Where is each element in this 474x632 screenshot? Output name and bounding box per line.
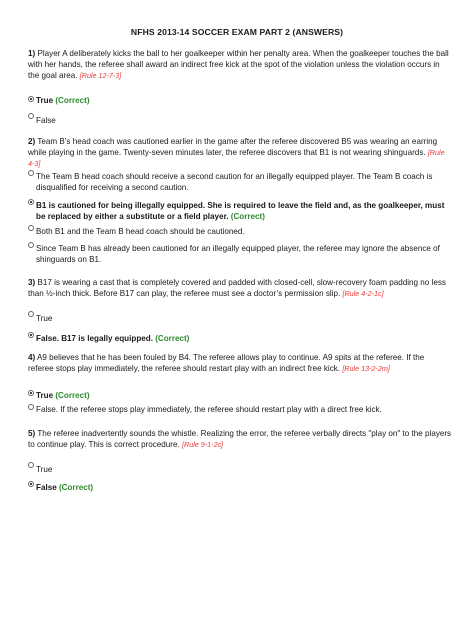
radio-selected-icon[interactable] [28,96,34,102]
radio-icon[interactable] [28,462,34,468]
answer-option[interactable]: Since Team B has already been cautioned for an illegally equipped player, the referee may ignore the absence of shinguards on B1. [28,242,454,264]
radio-icon[interactable] [28,242,34,248]
answer-option[interactable]: B1 is cautioned for being illegally equipped. She is required to leave the field and, as the goalkeeper, must be replaced by either a substitute or a field player. (Correct) [28,199,454,221]
answer-option[interactable]: False [28,113,454,124]
question-1 [28,49,452,82]
answer-option[interactable]: True (Correct) [28,96,454,107]
radio-selected-icon[interactable] [28,199,34,205]
question-number: 5) [28,429,36,438]
rule-reference: [Rule 12-7-3] [79,70,122,80]
question-number: 2) [28,137,36,146]
question-5 [28,429,452,451]
question-2 [28,137,452,170]
question-text: A9 believes that he has been fouled by B4. The referee allows play to continue. A9 spits at the referee. If the referee stops play immediately, the referee should restart play with an indirect free kick. [28,353,425,373]
answer-option[interactable]: Both B1 and the Team B head coach should be cautioned. [28,225,454,236]
answer-option[interactable]: True [28,462,454,473]
radio-icon[interactable] [28,225,34,231]
rule-reference: [Rule 9-1-2c] [182,439,224,449]
question-text: Team B’s head coach was cautioned earlier in the game after the referee discovered B5 was wearing an earring while playing in the game. Twenty-seven minutes later, the referee discovers that B1 is not wearing shinguards. [28,137,438,157]
question-text: The referee inadvertently sounds the whistle. Realizing the error, the referee verbally directs "play on" to the players to continue play. This is correct procedure. [28,429,452,449]
question-text: B17 is wearing a cast that is completely covered and padded with closed-cell, slow-recovery foam padding no less than ½-inch thick. Before B17 can play, the referee must see a doctor’s permission slip. [28,278,446,298]
radio-selected-icon[interactable] [28,481,34,487]
radio-icon[interactable] [28,404,34,410]
rule-reference: [Rule 13-2-2m] [342,363,390,373]
question-number: 1) [28,49,36,58]
radio-selected-icon[interactable] [28,390,34,396]
radio-selected-icon[interactable] [28,332,34,338]
question-4 [28,353,452,375]
answer-option[interactable]: False. If the referee stops play immediately, the referee should restart play with a direct free kick. [28,404,454,415]
correct-label: (Correct) [230,211,265,221]
answer-option[interactable]: True (Correct) [28,390,454,401]
correct-label: (Correct) [55,96,90,105]
page-title: NFHS 2013-14 SOCCER EXAM PART 2 (ANSWERS) [130,27,344,37]
question-number: 3) [28,278,36,287]
question-3 [28,278,452,300]
answer-option[interactable]: True [28,311,454,322]
radio-icon[interactable] [28,170,34,176]
radio-icon[interactable] [28,113,34,119]
question-text: Player A deliberately kicks the ball to her goalkeeper within her penalty area. When the goalkeeper touches the ball with her hands, the referee shall award an indirect free kick at the spot of the violation unless the violation occurs in the goal area. [28,49,449,80]
answer-option[interactable]: False. B17 is legally equipped. (Correct) [28,332,454,343]
radio-icon[interactable] [28,311,34,317]
answer-option[interactable]: False (Correct) [28,481,454,492]
question-number: 4) [28,353,36,362]
correct-label: (Correct) [155,334,190,343]
correct-label: (Correct) [58,483,94,492]
rule-reference: [Rule 4-3] [28,147,445,168]
answer-option[interactable]: The Team B head coach should receive a second caution for an illegally equipped player. The Team B coach is disqualified for receiving a second caution. [28,170,454,192]
correct-label: (Correct) [55,391,90,400]
rule-reference: [Rule 4-2-1c] [342,288,384,298]
